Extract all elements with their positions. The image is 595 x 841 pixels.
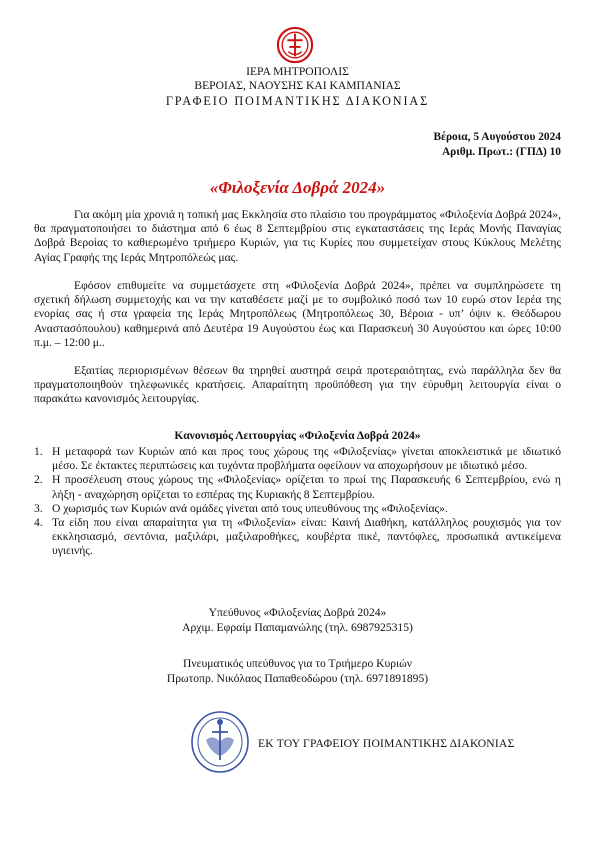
rule-number: 4. bbox=[34, 516, 43, 530]
metropolis-emblem-icon bbox=[276, 26, 314, 64]
spiritual-title: Πνευματικός υπεύθυνος για το Τριήμερο Κυριών bbox=[182, 657, 413, 670]
header-line-2: ΒΕΡΟΙΑΣ, ΝΑΟΥΣΗΣ ΚΑΙ ΚΑΜΠΑΝΙΑΣ bbox=[194, 79, 401, 92]
paragraph-2 bbox=[34, 279, 561, 350]
rule-item bbox=[34, 445, 561, 473]
rules-list bbox=[34, 445, 561, 559]
rule-number: 1. bbox=[34, 445, 43, 458]
paragraph-3 bbox=[34, 364, 561, 407]
responsible-signature bbox=[0, 605, 595, 635]
rule-text: Η μεταφορά των Κυριών από και προς τους χώρους της «Φιλοξενίας» γίνεται αποκλειστικά με ιδιωτικό μέσο. Σε έκτακτες περιπτώσεις και τυχόντα προβλήματα οφείλουν να αποχωρήσουν με ιδιωτικό μέσο. bbox=[52, 445, 561, 473]
responsible-title: Υπεύθυνος «Φιλοξενίας Δοβρά 2024» bbox=[208, 606, 387, 619]
spiritual-name: Πρωτοπρ. Νικόλαος Παπαθεοδώρου (τηλ. 6971891895) bbox=[166, 672, 429, 685]
rules-heading: Κανονισμός Λειτουργίας «Φιλοξενία Δοβρά 2024» bbox=[174, 429, 421, 442]
paragraph-1 bbox=[34, 208, 561, 265]
rule-item bbox=[34, 473, 561, 501]
spiritual-signature bbox=[0, 656, 595, 686]
paragraph-text: Για ακόμη μία χρονιά η τοπική μας Εκκλησία στο πλαίσιο του προγράμματος «Φιλοξενία Δοβρά 2024», θα πραγματοποιήσει το διάστημα από 6 έως 8 Σεπτεμβρίου στις εγκαταστάσεις της Ιεράς Μονής Παναγίας Δοβρά Βεροίας το καθιερωμένο τριήμερο Κυριών, για τις Κυρίες που συμμετείχαν στους Κύκλους Μελέτης Αγίας Γραφής της Ιεράς Μητροπόλεώς μας. bbox=[34, 208, 561, 264]
protocol-number: Αριθμ. Πρωτ.: (ΓΠΔ) 10 bbox=[441, 146, 561, 158]
paragraph-text: Εφόσον επιθυμείτε να συμμετάσχετε στη «Φιλοξενία Δοβρά 2024», πρέπει να συμπληρώσετε τη σχετική δήλωση συμμετοχής και να την καταθέσετε μαζί με το συμβολικό ποσό των 10 ευρώ στον Ιερέα της ενορίας σας ή στα γραφεία της Ιεράς Μητροπόλεως (Μητροπόλεως 30, Βέροια - υπ’ όψιν κ. Θεόδωρου Αναστασόπουλου) καθημερινά από Δευτέρα 19 Αυγούστου έως και Παρασκευή 30 Αυγούστου και ώρες 10:00 π.μ. – 12:00 μ.. bbox=[34, 279, 561, 349]
rule-text: Τα είδη που είναι απαραίτητα για τη «Φιλοξενία» είναι: Καινή Διαθήκη, κατάλληλος ρουχισμός για τον εκκλησιασμό, σεντόνια, μαξιλάρι, μαξιλαροθήκες, κουβέρτα πικέ, παντόφλες, προσωπικά αντικείμενα υγιεινής. bbox=[52, 516, 561, 558]
rule-text: Η προσέλευση στους χώρους της «Φιλοξενίας» ορίζεται το πρωί της Παρασκευής 6 Σεπτεμβρίου, ενώ η λήξη - αναχώρηση ορίζεται το εσπέρας της Κυριακής 8 Σεπτεμβρίου. bbox=[52, 473, 561, 501]
rule-item bbox=[34, 516, 561, 559]
paragraph-text: Εξαιτίας περιορισμένων θέσεων θα τηρηθεί αυστηρά σειρά προτεραιότητας, ενώ παράλληλα δεν θα πραγματοποιηθούν τηλεφωνικές κρατήσεις. Απαραίτητη προϋπόθεση για την εύρυθμη λειτουργία είναι ο παρακάτω κανονισμός λειτουργίας. bbox=[34, 364, 561, 406]
responsible-name: Αρχιμ. Εφραίμ Παπαμανώλης (τηλ. 6987925315) bbox=[182, 621, 413, 634]
office-seal-icon bbox=[190, 710, 250, 774]
header-line-1: ΙΕΡΑ ΜΗΤΡΟΠΟΛΙΣ bbox=[246, 65, 349, 78]
place-date: Βέροια, 5 Αυγούστου 2024 bbox=[433, 131, 561, 143]
rule-text: Ο χωρισμός των Κυριών ανά ομάδες γίνεται από τους υπευθύνους της «Φιλοξενίας». bbox=[52, 501, 448, 515]
date-protocol-block bbox=[433, 130, 561, 160]
header-office-title: ΓΡΑΦΕΙΟ ΠΟΙΜΑΝΤΙΚΗΣ ΔΙΑΚΟΝΙΑΣ bbox=[165, 94, 430, 108]
rule-item bbox=[34, 502, 561, 516]
footer-office-line: ΕΚ ΤΟΥ ΓΡΑΦΕΙΟΥ ΠΟΙΜΑΝΤΙΚΗΣ ΔΙΑΚΟΝΙΑΣ bbox=[258, 737, 515, 750]
rule-number: 3. bbox=[34, 501, 43, 515]
rule-number: 2. bbox=[34, 473, 43, 487]
document-title: «Φιλοξενία Δοβρά 2024» bbox=[209, 178, 386, 197]
